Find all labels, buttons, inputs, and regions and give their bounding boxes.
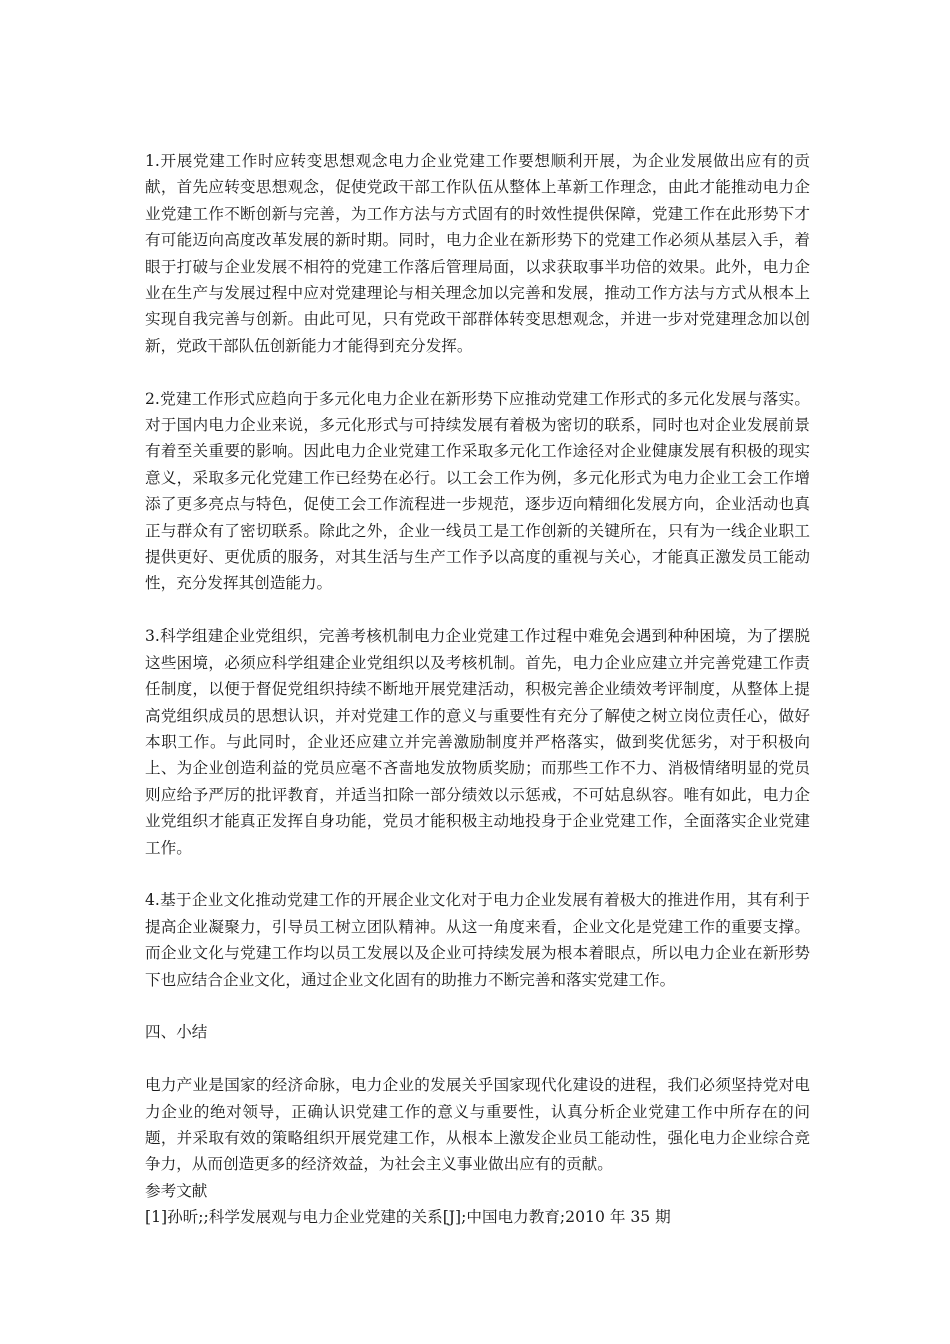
references-label: 参考文献 bbox=[145, 1181, 208, 1200]
paragraph-3: 3.科学组建企业党组织，完善考核机制电力企业党建工作过程中难免会遇到种种困境，为了摆脱这些困境，必须应科学组建企业党组织以及考核机制。首先，电力企业应建立并完善党建工作责任制度，以便于督促党组织持续不断地开展党建活动，积极完善企业绩效考评制度，从整体上提高党组织成员的思想认识，并对党建工作的意义与重要性有充分了解使之树立岗位责任心，做好本职工作。与此同时，企业还应建立并完善激励制度并严格落实，做到奖优惩劣，对于积极向上、为企业创造利益的党员应毫不吝啬地发放物质奖励；而那些工作不力、消极情绪明显的党员则应给予严厉的批评教育，并适当扣除一部分绩效以示惩戒，不可姑息纵容。唯有如此，电力企业党组织才能真正发挥自身功能，党员才能积极主动地投身于企业党建工作，全面落实企业党建工作。 bbox=[145, 627, 810, 857]
paragraph-2: 2.党建工作形式应趋向于多元化电力企业在新形势下应推动党建工作形式的多元化发展与落实。对于国内电力企业来说，多元化形式与可持续发展有着极为密切的联系，同时也对企业发展前景有着至关重要的影响。因此电力企业党建工作采取多元化工作途径对企业健康发展有积极的现实意义，采取多元化党建工作已经势在必行。以工会工作为例，多元化形式为电力企业工会工作增添了更多亮点与特色，促使工会工作流程进一步规范，逐步迈向精细化发展方向，企业活动也真正与群众有了密切联系。除此之外，企业一线员工是工作创新的关键所在，只有为一线企业职工提供更好、更优质的服务，对其生活与生产工作予以高度的重视与关心，才能真正激发员工能动性，充分发挥其创造能力。 bbox=[145, 389, 810, 593]
document-page bbox=[145, 148, 810, 1231]
section-heading: 四、小结 bbox=[145, 1023, 208, 1042]
paragraph-4: 4.基于企业文化推动党建工作的开展企业文化对于电力企业发展有着极大的推进作用，其有利于提高企业凝聚力，引导员工树立团队精神。从这一角度来看，企业文化是党建工作的重要支撑。而企业文化与党建工作均以员工发展以及企业可持续发展为根本着眼点，所以电力企业在新形势下也应结合企业文化，通过企业文化固有的助推力不断完善和落实党建工作。 bbox=[145, 891, 810, 989]
conclusion-paragraph: 电力产业是国家的经济命脉，电力企业的发展关乎国家现代化建设的进程，我们必须坚持党对电力企业的绝对领导，正确认识党建工作的意义与重要性，认真分析企业党建工作中所存在的问题，并采取有效的策略组织开展党建工作，从根本上激发企业员工能动性，强化电力企业综合竞争力，从而创造更多的经济效益，为社会主义事业做出应有的贡献。 bbox=[145, 1076, 810, 1174]
paragraph-1: 1.开展党建工作时应转变思想观念电力企业党建工作要想顺利开展，为企业发展做出应有的贡献，首先应转变思想观念，促使党政干部工作队伍从整体上革新工作理念，由此才能推动电力企业党建工作不断创新与完善，为工作方法与方式固有的时效性提供保障，党建工作在此形势下才有可能迈向高度改革发展的新时期。同时，电力企业在新形势下的党建工作必须从基层入手，着眼于打破与企业发展不相符的党建工作落后管理局面，以求获取事半功倍的效果。此外，电力企业在生产与发展过程中应对党建理论与相关理念加以完善和发展，推动工作方法与方式从根本上实现自我完善与创新。由此可见，只有党政干部群体转变思想观念，并进一步对党建理念加以创新，党政干部队伍创新能力才能得到充分发挥。 bbox=[145, 152, 810, 355]
reference-item: [1]孙昕;;科学发展观与电力企业党建的关系[J];中国电力教育;2010 年 35 期 bbox=[145, 1208, 671, 1227]
conclusion-and-references bbox=[145, 1072, 810, 1230]
